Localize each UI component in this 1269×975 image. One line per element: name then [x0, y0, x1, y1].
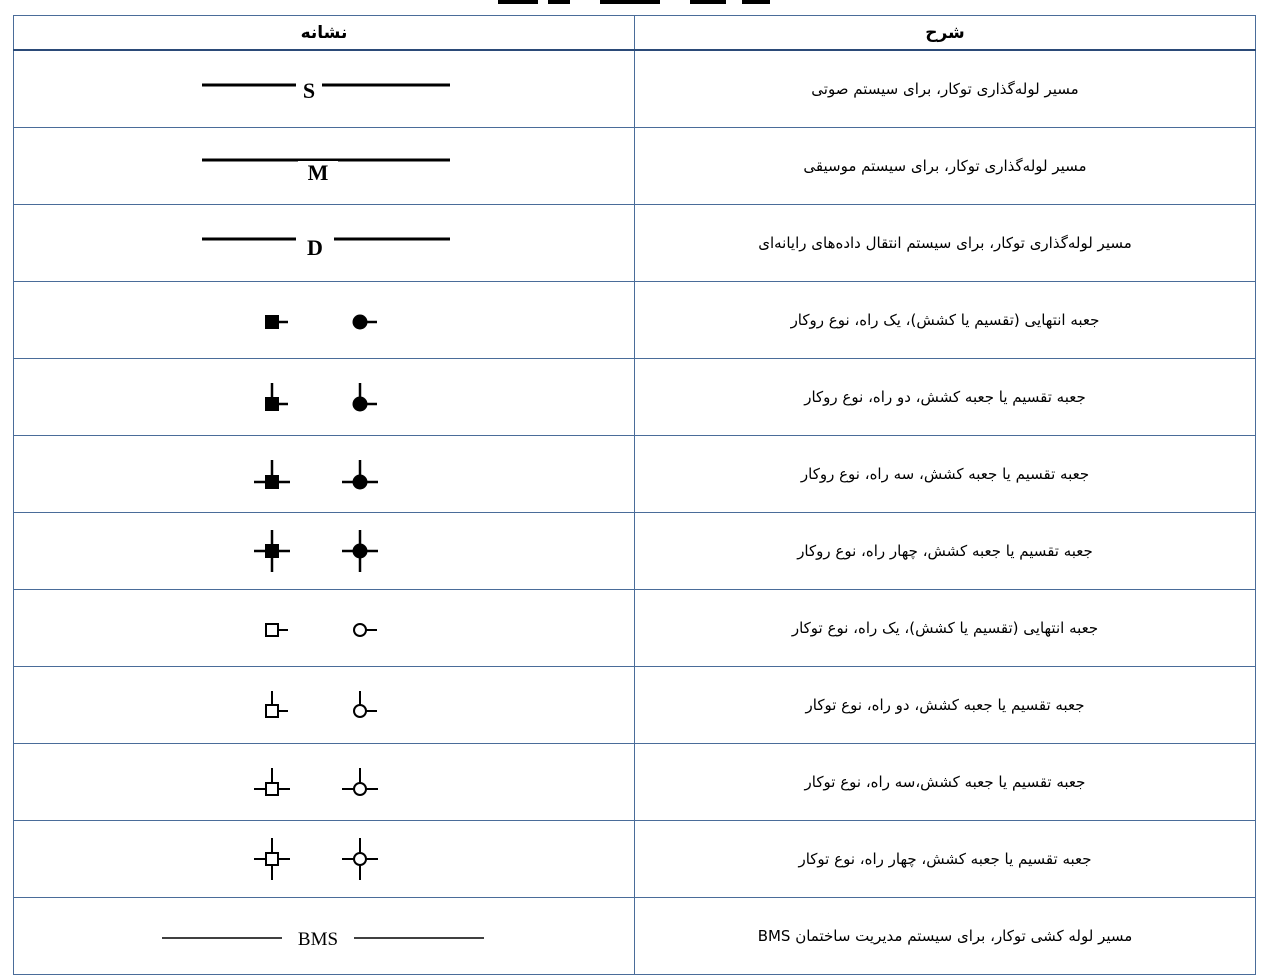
header-symbol: نشانه: [14, 16, 635, 51]
description-cell: جعبه تقسیم یا جعبه کشش، چهار راه، نوع توکار: [635, 821, 1256, 898]
symbol-letter: M: [307, 160, 329, 185]
symbol-cell: [14, 436, 635, 513]
symbol-letter: BMS: [297, 929, 339, 950]
description-cell: جعبه انتهایی (تقسیم یا کشش)، یک راه، نوع توکار: [635, 590, 1256, 667]
hollow-one-way-box-symbol: [224, 606, 424, 650]
symbol-cell: [14, 744, 635, 821]
description-cell: مسیر لوله‌گذاری توکار، برای سیستم انتقال داده‌های رایانه‌ای: [635, 205, 1256, 282]
header-row: [14, 16, 1256, 51]
hollow-three-way-box-symbol: [224, 760, 424, 804]
description-cell: مسیر لوله‌گذاری توکار، برای سیستم موسیقی: [635, 128, 1256, 205]
description-cell: مسیر لوله‌گذاری توکار، برای سیستم صوتی: [635, 50, 1256, 128]
description-cell: جعبه انتهایی (تقسیم یا کشش)، یک راه، نوع روکار: [635, 282, 1256, 359]
symbol-cell: [14, 821, 635, 898]
table-row: [14, 436, 1256, 513]
table-row: [14, 667, 1256, 744]
table-row: [14, 590, 1256, 667]
table-row: [14, 898, 1256, 975]
table-row: [14, 282, 1256, 359]
description-cell: جعبه تقسیم یا جعبه کشش،سه راه، نوع توکار: [635, 744, 1256, 821]
filled-four-way-box-symbol: [224, 526, 424, 576]
music-route-symbol: [194, 146, 454, 186]
legend-table: [13, 15, 1256, 975]
filled-three-way-box-symbol: [224, 452, 424, 496]
table-row: [14, 205, 1256, 282]
header-description: شرح: [635, 16, 1256, 51]
symbol-cell: [14, 205, 635, 282]
table-row: [14, 513, 1256, 590]
symbol-cell: [14, 590, 635, 667]
symbol-cell: [14, 513, 635, 590]
hollow-two-way-box-symbol: [224, 683, 424, 727]
bms-route-symbol: [154, 916, 494, 956]
hollow-four-way-box-symbol: [224, 834, 424, 884]
table-row: [14, 128, 1256, 205]
filled-two-way-box-symbol: [224, 375, 424, 419]
description-cell: جعبه تقسیم یا جعبه کشش، دو راه، نوع روکار: [635, 359, 1256, 436]
table-row: [14, 744, 1256, 821]
description-cell: جعبه تقسیم یا جعبه کشش، دو راه، نوع توکار: [635, 667, 1256, 744]
description-cell: جعبه تقسیم یا جعبه کشش، سه راه، نوع روکار: [635, 436, 1256, 513]
symbol-cell: [14, 282, 635, 359]
symbol-cell: [14, 128, 635, 205]
symbol-letter: D: [307, 235, 323, 260]
symbol-letter: S: [302, 78, 316, 103]
table-row: [14, 50, 1256, 128]
table-row: [14, 821, 1256, 898]
description-cell: مسیر لوله کشی توکار، برای سیستم مدیریت ساختمان BMS: [635, 898, 1256, 975]
symbol-cell: [14, 359, 635, 436]
clipped-top-text: [0, 0, 1269, 16]
table-row: [14, 359, 1256, 436]
symbol-cell: [14, 667, 635, 744]
description-cell: جعبه تقسیم یا جعبه کشش، چهار راه، نوع روکار: [635, 513, 1256, 590]
sound-route-symbol: [194, 69, 454, 109]
filled-one-way-box-symbol: [224, 298, 424, 342]
data-route-symbol: [194, 223, 454, 263]
symbol-cell: [14, 898, 635, 975]
symbol-cell: [14, 50, 635, 128]
